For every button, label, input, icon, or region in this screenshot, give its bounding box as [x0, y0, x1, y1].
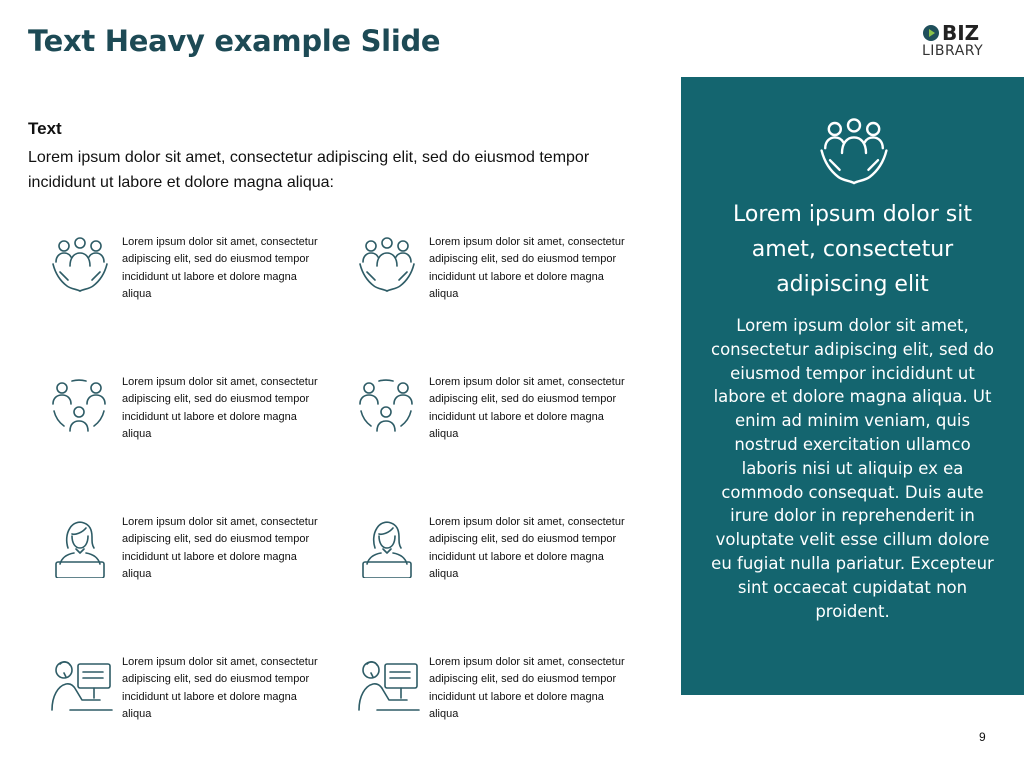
person-computer-icon: [50, 656, 114, 720]
feature-item: [357, 516, 657, 606]
team-circle-icon: [50, 376, 114, 440]
feature-item: [50, 516, 350, 606]
people-hands-icon: [50, 236, 114, 300]
biz-library-logo: [920, 22, 1000, 64]
feature-item-text: Lorem ipsum dolor sit amet, consectetur adipiscing elit, sed do eiusmod tempor incididunt ut labore et dolore magna aliqua: [429, 656, 625, 721]
play-icon: [923, 25, 939, 41]
woman-laptop-icon: [50, 516, 114, 580]
feature-item: [50, 656, 350, 746]
people-hands-icon: [814, 117, 894, 193]
feature-item-text: Lorem ipsum dolor sit amet, consectetur adipiscing elit, sed do eiusmod tempor incididunt ut labore et dolore magna aliqua: [122, 516, 318, 581]
people-hands-icon: [357, 236, 421, 300]
page-number: 9: [979, 730, 986, 744]
person-computer-icon: [357, 656, 421, 720]
feature-item-text: Lorem ipsum dolor sit amet, consectetur adipiscing elit, sed do eiusmod tempor incididunt ut labore et dolore magna aliqua: [429, 516, 625, 581]
logo-word-biz: BIZ: [942, 21, 980, 45]
intro-paragraph: Lorem ipsum dolor sit amet, consectetur adipiscing elit, sed do eiusmod tempor incididunt ut labore et dolore magna aliqua:: [28, 149, 590, 191]
feature-item-text: Lorem ipsum dolor sit amet, consectetur adipiscing elit, sed do eiusmod tempor incididunt ut labore et dolore magna aliqua: [122, 656, 318, 721]
feature-item-text: Lorem ipsum dolor sit amet, consectetur adipiscing elit, sed do eiusmod tempor incididunt ut labore et dolore magna aliqua: [429, 236, 625, 301]
feature-item-text: Lorem ipsum dolor sit amet, consectetur adipiscing elit, sed do eiusmod tempor incididunt ut labore et dolore magna aliqua: [122, 236, 318, 301]
feature-item: [357, 656, 657, 746]
highlight-panel: [681, 77, 1024, 695]
logo-word-library: LIBRARY: [922, 43, 984, 59]
feature-item: [357, 376, 657, 466]
feature-item: [357, 236, 657, 326]
panel-heading: Lorem ipsum dolor sit amet, consectetur adipiscing elit: [733, 202, 972, 297]
feature-item: [50, 376, 350, 466]
feature-item-text: Lorem ipsum dolor sit amet, consectetur adipiscing elit, sed do eiusmod tempor incididunt ut labore et dolore magna aliqua: [429, 376, 625, 441]
team-circle-icon: [357, 376, 421, 440]
slide-title: Text Heavy example Slide: [28, 24, 441, 58]
feature-item: [50, 236, 350, 326]
woman-laptop-icon: [357, 516, 421, 580]
panel-body: Lorem ipsum dolor sit amet, consectetur adipiscing elit, sed do eiusmod tempor incididunt ut labore et dolore magna aliqua. Ut enim ad minim veniam, quis nostrud exercitation ullamco laboris nisi ut aliquip ex ea commodo consequat. Duis aute irure dolor in reprehenderit in voluptate velit esse cillum dolore eu fugiat nulla pariatur. Excepteur sint occaecat cupidatat non proident.: [711, 316, 994, 621]
feature-item-text: Lorem ipsum dolor sit amet, consectetur adipiscing elit, sed do eiusmod tempor incididunt ut labore et dolore magna aliqua: [122, 376, 318, 441]
section-subheading: Text: [28, 119, 62, 138]
